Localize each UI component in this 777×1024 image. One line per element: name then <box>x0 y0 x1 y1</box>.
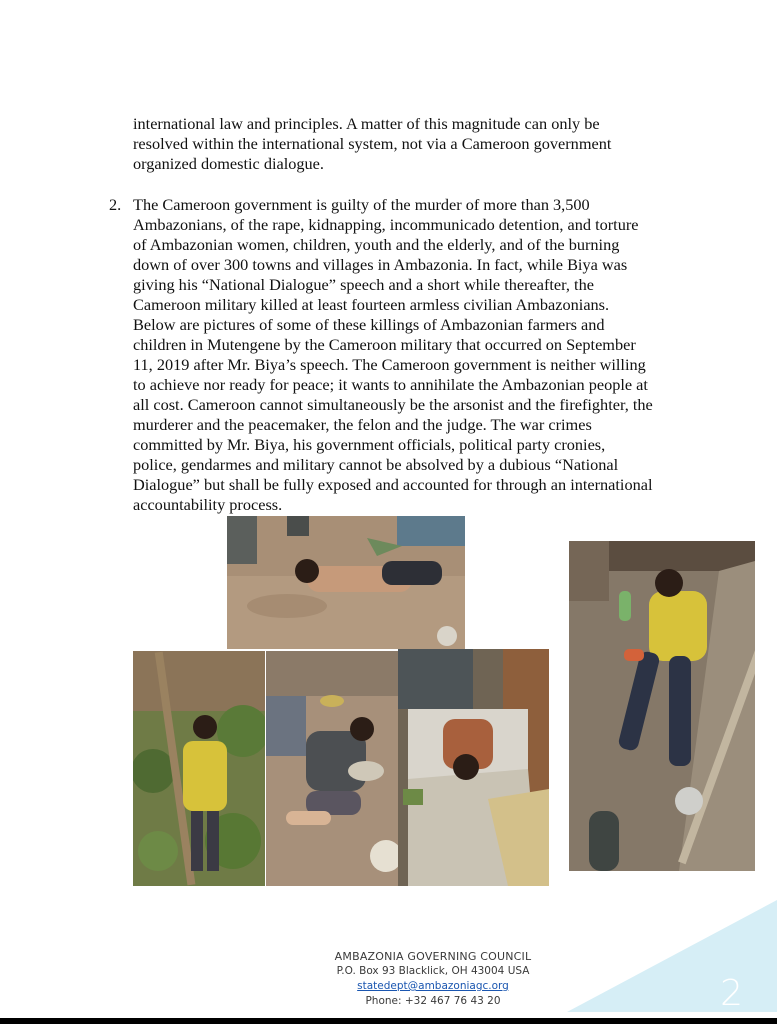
list-item-number: 2. <box>109 195 122 214</box>
continuation-paragraph <box>133 114 703 174</box>
text-line: police, gendarmes and military cannot be absolved by a dubious “National <box>133 455 619 474</box>
page-number: 2 <box>720 973 743 1014</box>
photo-bedding <box>398 649 549 886</box>
text-line: Dialogue” but shall be fully exposed and accounted for through an international <box>133 475 653 494</box>
photo-tree <box>133 651 265 886</box>
text-line: committed by Mr. Biya, his government officials, political party cronies, <box>133 435 606 454</box>
text-line: accountability process. <box>133 495 283 514</box>
text-line: 11, 2019 after Mr. Biya’s speech. The Cameroon government is neither willing <box>133 355 646 374</box>
footer-address: P.O. Box 93 Blacklick, OH 43004 USA <box>336 965 530 977</box>
text-line: of Ambazonian women, children, youth and the elderly, and of the burning <box>133 235 620 254</box>
footer-org: AMBAZONIA GOVERNING COUNCIL <box>334 950 532 963</box>
footer-email-link[interactable]: statedept@ambazoniagc.org <box>357 980 509 992</box>
text-line: Cameroon military killed at least fourteen armless civilian Ambazonians. <box>133 295 610 314</box>
footer <box>0 949 777 1009</box>
footer-phone: Phone: +32 467 76 43 20 <box>365 995 501 1007</box>
photo-yellow-shirt <box>569 541 755 871</box>
text-line: children in Mutengene by the Cameroon military that occurred on September <box>133 335 636 354</box>
photo-floor <box>266 651 398 886</box>
text-line: Ambazonians, of the rape, kidnapping, incommunicado detention, and torture <box>133 215 639 234</box>
text-line: murderer and the peacemaker, the felon and the judge. The war crimes <box>133 415 592 434</box>
bottom-bar <box>0 1018 777 1024</box>
text-line: resolved within the international system, not via a Cameroon government <box>133 134 612 153</box>
list-item-paragraph <box>133 195 703 515</box>
photo-ground-top <box>227 516 465 649</box>
text-line: organized domestic dialogue. <box>133 154 324 173</box>
text-line: giving his “National Dialogue” speech and a short while thereafter, the <box>133 275 594 294</box>
text-line: down of over 300 towns and villages in Ambazonia. In fact, while Biya was <box>133 255 628 274</box>
text-line: to achieve nor ready for peace; it wants to annihilate the Ambazonian people at <box>133 375 648 394</box>
text-line: all cost. Cameroon cannot simultaneously be the arsonist and the firefighter, the <box>133 395 653 414</box>
text-line: Below are pictures of some of these killings of Ambazonian farmers and <box>133 315 605 334</box>
text-line: The Cameroon government is guilty of the murder of more than 3,500 <box>133 195 590 214</box>
text-line: international law and principles. A matter of this magnitude can only be <box>133 114 600 133</box>
